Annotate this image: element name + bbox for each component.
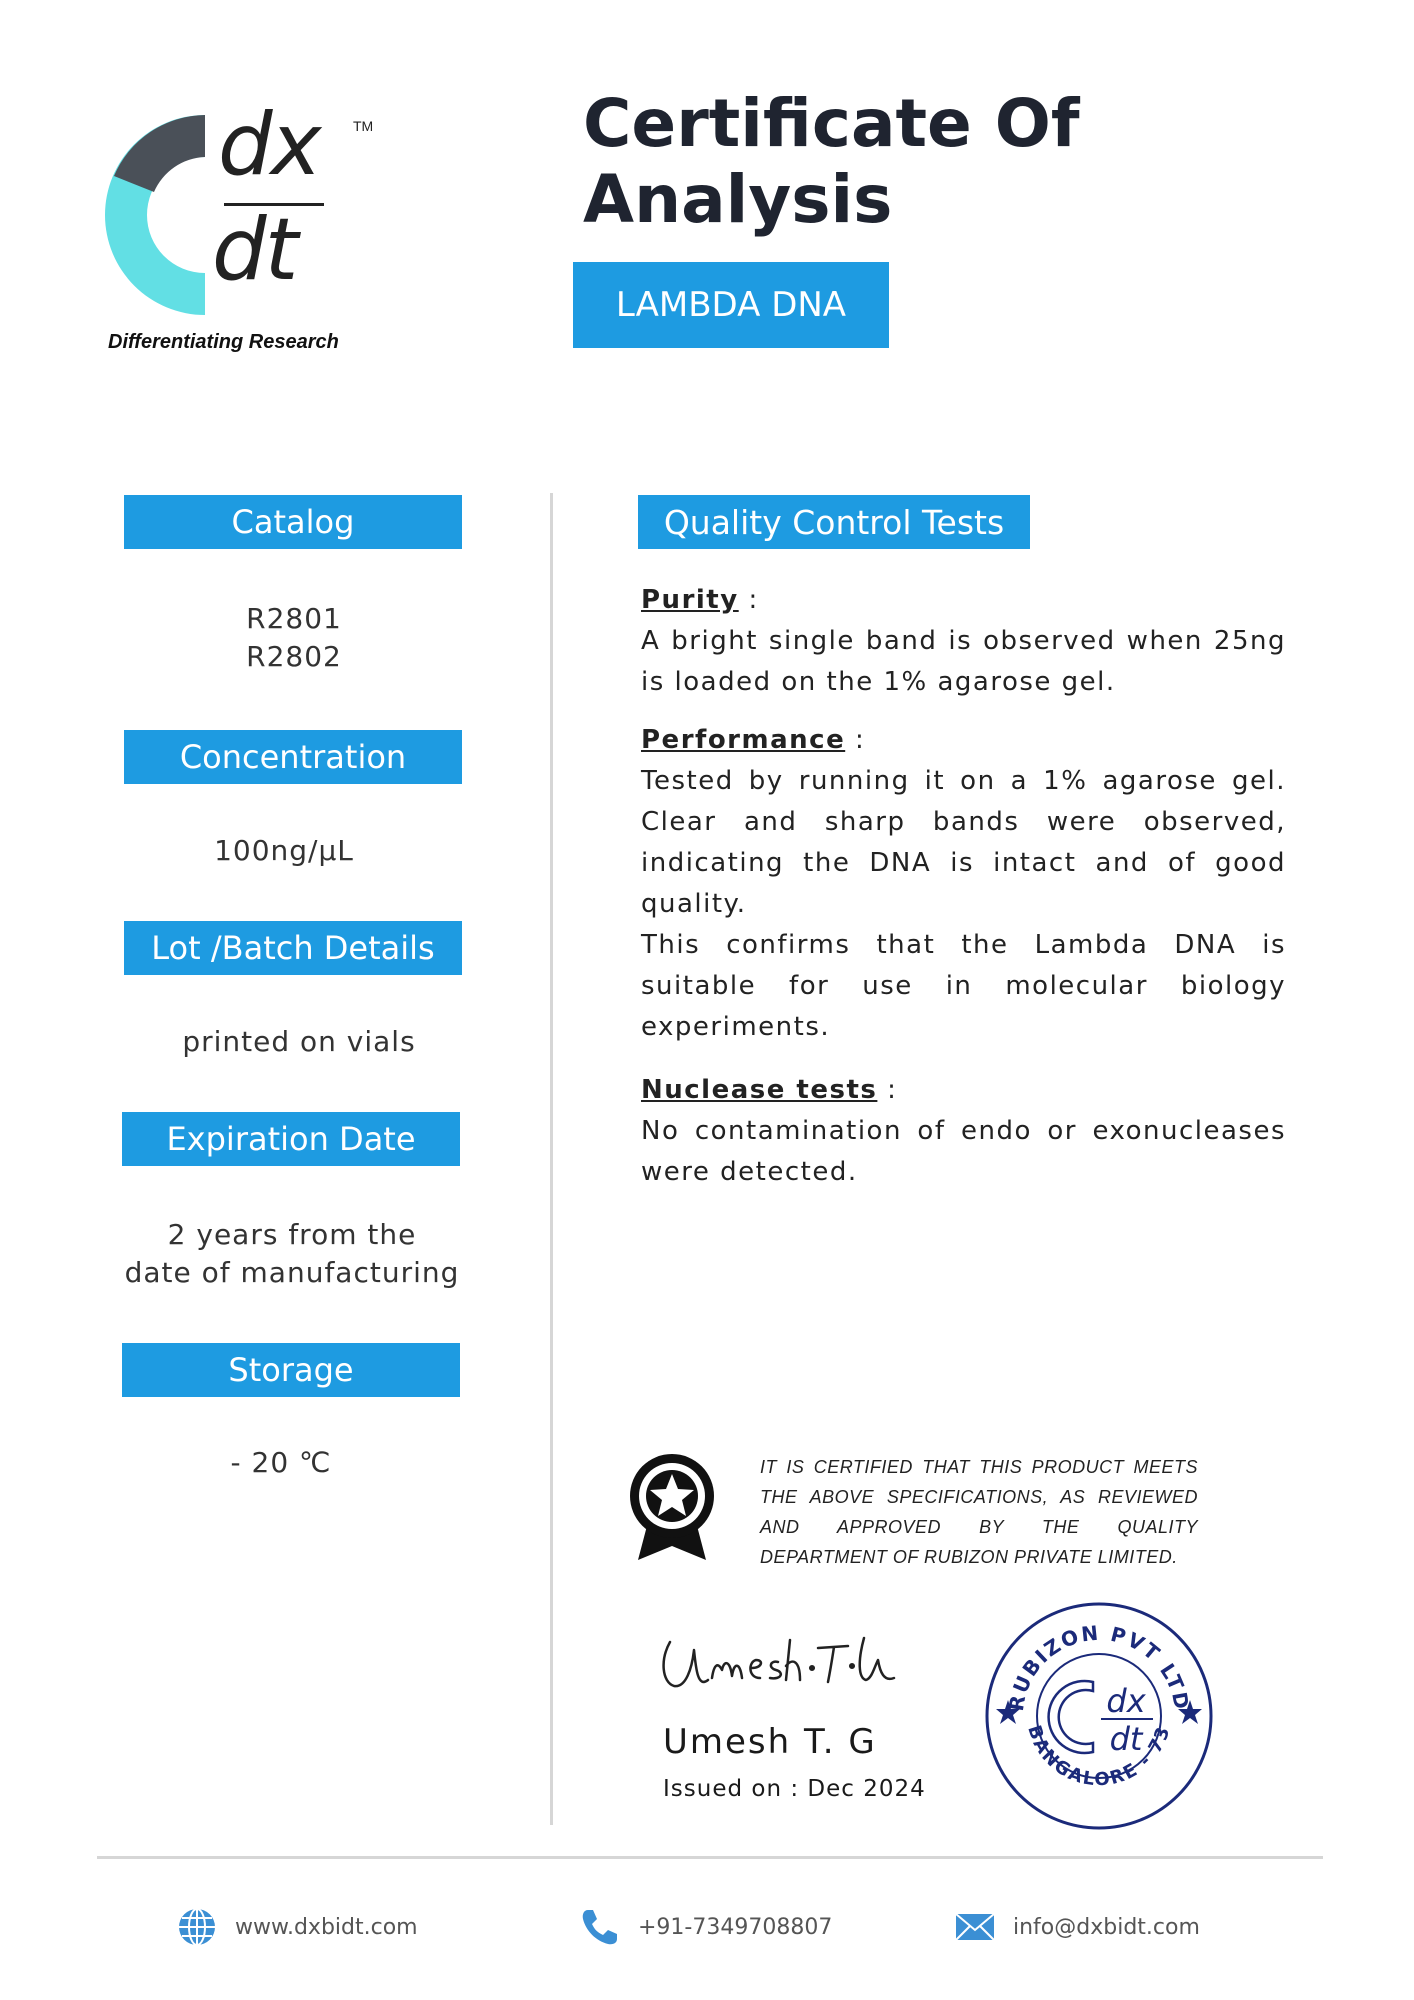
nuclease-colon: : [877, 1075, 898, 1105]
page-title [583, 86, 1080, 238]
performance-colon: : [845, 725, 866, 755]
purity-section [641, 580, 1286, 703]
signature-image [652, 1620, 952, 1700]
company-logo [100, 95, 380, 355]
storage-label: Storage [122, 1343, 460, 1397]
signer-name: Umesh T. G [663, 1722, 877, 1762]
stamp-dt-text: dt [1109, 1720, 1143, 1758]
expiration-value [112, 1216, 472, 1292]
concentration-label: Concentration [124, 730, 462, 784]
catalog-label: Catalog [124, 495, 462, 549]
performance-heading: Performance [641, 725, 846, 755]
logo-tagline: Differentiating Research [108, 331, 339, 353]
email-text[interactable]: info@dxbidt.com [1013, 1914, 1200, 1940]
footer-divider [97, 1856, 1323, 1859]
concentration-value: 100ng/µL [214, 834, 354, 867]
nuclease-heading: Nuclease tests [641, 1075, 878, 1105]
stamp-bottom-text: BANGALORE - 73 [1023, 1722, 1175, 1791]
purity-text: A bright single band is observed when 25ng is loaded on the 1% agarose gel. [641, 626, 1286, 697]
expiration-line-1: 2 years from the [167, 1218, 417, 1251]
logo-dt-text: dt [212, 200, 297, 300]
performance-section [641, 720, 1286, 1048]
footer-phone[interactable] [580, 1905, 832, 1949]
stamp-dx-text: dx [1106, 1682, 1146, 1720]
envelope-icon [955, 1912, 995, 1942]
purity-heading: Purity [641, 585, 739, 615]
catalog-value-2: R2802 [246, 640, 342, 673]
storage-value: - 20 ℃ [230, 1446, 332, 1479]
expiration-label: Expiration Date [122, 1112, 460, 1166]
lot-batch-label: Lot /Batch Details [124, 921, 462, 975]
catalog-values [194, 600, 394, 676]
certification-statement: IT IS CERTIFIED THAT THIS PRODUCT MEETS THE ABOVE SPECIFICATIONS, AS REVIEWED AND APPROVED BY THE QUALITY DEPARTMENT OF RUBIZON PRIVATE LIMITED. [760, 1457, 1198, 1567]
issue-date: Issued on : Dec 2024 [663, 1776, 926, 1802]
footer-email[interactable] [955, 1905, 1200, 1949]
lot-batch-value: printed on vials [182, 1025, 416, 1058]
purity-colon: : [738, 585, 759, 615]
footer-website[interactable] [177, 1905, 418, 1949]
product-name-badge: LAMBDA DNA [573, 262, 889, 348]
nuclease-text: No contamination of endo or exonucleases were detected. [641, 1116, 1286, 1187]
phone-icon [580, 1907, 620, 1947]
catalog-value-1: R2801 [246, 602, 342, 635]
performance-text-1: Tested by running it on a 1% agarose gel. Clear and sharp bands were observed, indicating the DNA is intact and of good quality. [641, 766, 1286, 919]
trademark-mark: TM [353, 118, 374, 134]
column-divider [550, 493, 553, 1825]
title-line-2: Analysis [583, 161, 893, 238]
performance-text-2: This confirms that the Lambda DNA is suitable for use in molecular biology experiments. [641, 930, 1286, 1042]
website-text[interactable]: www.dxbidt.com [235, 1914, 418, 1940]
stamp-top-text: RUBIZON PVT LTD [1003, 1620, 1195, 1713]
title-line-1: Certificate Of [583, 85, 1080, 162]
logo-dx-text: dx [218, 95, 320, 195]
company-stamp [983, 1600, 1215, 1832]
nuclease-section [641, 1070, 1286, 1193]
award-badge-icon [628, 1452, 716, 1562]
qc-tests-label: Quality Control Tests [638, 495, 1030, 549]
expiration-line-2: date of manufacturing [124, 1256, 460, 1289]
phone-text[interactable]: +91-7349708807 [638, 1914, 833, 1940]
globe-icon [177, 1907, 217, 1947]
